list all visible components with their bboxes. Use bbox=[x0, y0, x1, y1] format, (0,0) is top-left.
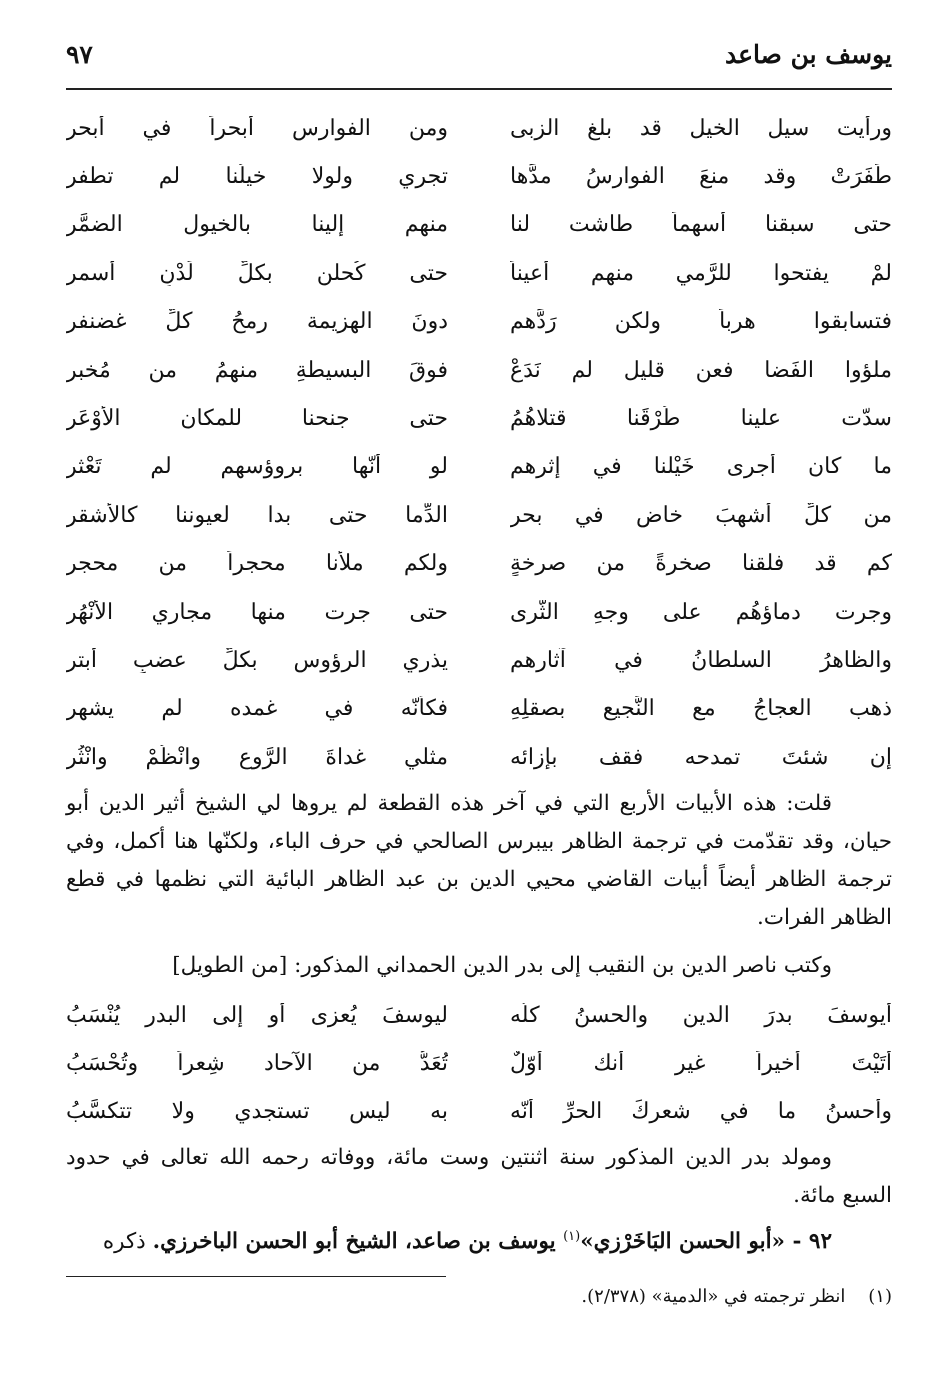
verse bbox=[66, 1039, 892, 1087]
footnote bbox=[581, 1286, 892, 1307]
header-title: يوسف بن صاعد bbox=[725, 40, 892, 69]
hemistich-left: فوقَ البسيطةِ منهمُ من مُخبر bbox=[66, 357, 448, 383]
hemistich-left: به ليس تستجدي ولا تتكسَّبُ bbox=[66, 1098, 448, 1124]
hemistich-right: وجرت دماؤهُم على وجهِ الثَّرى bbox=[510, 599, 892, 625]
hemistich-left: دونَ الهزيمة رمحُ كلِّ غضنفر bbox=[66, 309, 448, 335]
commentary bbox=[66, 785, 892, 985]
hemistich-right: ما كان أجرى خَيْلنا في إثرهم bbox=[510, 454, 892, 480]
entry-name: يوسف بن صاعد، الشيخ أبو الحسن الباخرزي. bbox=[152, 1229, 564, 1255]
verse bbox=[66, 588, 892, 636]
hemistich-right: أيوسفَ بدرَ الدين والحسنُ كلُّه bbox=[510, 1002, 892, 1028]
hemistich-left: فكأنّه في غمده لم يشهر bbox=[66, 696, 448, 722]
hemistich-right: من كلِّ أشهبَ خاض في بحر bbox=[510, 502, 892, 528]
hemistich-right: لمْ يفتحوا للرَّمي منهم أعيناً bbox=[510, 260, 892, 286]
poem-block-2 bbox=[66, 991, 892, 1135]
verse bbox=[66, 540, 892, 588]
footnote-text: انظر ترجمته في «الدمية» (٢/٣٧٨). bbox=[581, 1286, 846, 1307]
running-header bbox=[66, 40, 892, 90]
poem-intro: وكتب ناصر الدين بن النقيب إلى بدر الدين الحمداني المذكور: [من الطويل] bbox=[172, 953, 832, 979]
closing-text bbox=[66, 1139, 892, 1215]
verse bbox=[66, 152, 892, 200]
verse bbox=[66, 1087, 892, 1135]
verse bbox=[66, 991, 892, 1039]
entry-heading: ٩٢ - «أبو الحسن البَاخَرْزي» bbox=[580, 1229, 832, 1255]
hemistich-right: كم قد فلقنا صخرةً من صرخةٍ bbox=[510, 551, 892, 577]
verse bbox=[66, 394, 892, 442]
page-body bbox=[66, 40, 892, 1263]
hemistich-right: وأحسنُ ما في شعركَ الحرِّ أنّه bbox=[510, 1098, 892, 1124]
hemistich-left: الدِّما حتى بدا لعيوننا كالأشقر bbox=[66, 502, 448, 528]
verse bbox=[66, 104, 892, 152]
verse bbox=[66, 443, 892, 491]
hemistich-right: فتسابقوا هرباً ولكن رَدَّهم bbox=[510, 309, 892, 335]
hemistich-left: حتى جرت منها مجاري الأنْهُر bbox=[66, 599, 448, 625]
hemistich-left: ومن الفوارس أبحراً في أبحر bbox=[66, 115, 448, 141]
paragraph: ومولد بدر الدين المذكور سنة اثنتين وست مائة، ووفاته رحمه الله تعالى في حدود السبع مائة. bbox=[66, 1145, 892, 1209]
verse bbox=[66, 346, 892, 394]
verse bbox=[66, 733, 892, 781]
footnote-divider bbox=[66, 1276, 446, 1277]
footnote-reference[interactable]: (١) bbox=[563, 1229, 581, 1245]
hemistich-right: ذهب العجاجُ مع النَّجيع بصقلِهِ bbox=[510, 696, 892, 722]
hemistich-right: إن شئتَ تمدحه فقف بإزائه bbox=[510, 744, 892, 770]
hemistich-left: حتى جنحنا للمكان الأوْعَر bbox=[66, 406, 448, 432]
hemistich-right: طَفَرَتْ وقد منعَ الفوارسُ مدَّها bbox=[510, 164, 892, 190]
hemistich-left: لو أنّها بروؤسهم لم تَعْثر bbox=[66, 454, 448, 480]
verse bbox=[66, 201, 892, 249]
verse bbox=[66, 298, 892, 346]
hemistich-left: حتى كُحلن بكلِّ لَدْنٍ أسمرِ bbox=[66, 260, 448, 286]
hemistich-left: ليوسفَ يُعزى أو إلى البدرِ يُنْسَبُ bbox=[66, 1002, 448, 1028]
hemistich-left: تُعَدُّ من الآحاد شِعراً وتُحْسَبُ bbox=[66, 1050, 448, 1076]
verse bbox=[66, 491, 892, 539]
page-number: ٩٧ bbox=[66, 40, 93, 69]
hemistich-left: ولكم ملأنا محجراً من محجر bbox=[66, 551, 448, 577]
hemistich-right: سدّت علينا طُرْقَنا قتلاهُمُ bbox=[510, 406, 892, 432]
verse bbox=[66, 685, 892, 733]
poem-block bbox=[66, 104, 892, 781]
paragraph: قلت: هذه الأبيات الأربع التي في آخر هذه القطعة لم يروها لي الشيخ أثير الدين أبو حيان، وقد تقدّمت في ترجمة الظاهر بيبرس الصالحي في حرف الباء، ولكنّها هنا أكمل، وفي ترجمة الظاهر أيضاً أبيات القاضي محيي الدين بن عبد الظاهر البائية التي نظمها في قطع الظاهر الفرات. bbox=[66, 791, 892, 931]
hemistich-right: ملؤوا الفَضا فعن قليل لم نَدَعْ bbox=[510, 357, 892, 383]
hemistich-left: يذري الرؤوس بكلِّ عضبٍ أبتر bbox=[66, 647, 448, 673]
hemistich-right: حتى سبقنا أسهماً طاشت لنا bbox=[510, 212, 892, 238]
footnote-marker: (١) bbox=[868, 1286, 892, 1307]
hemistich-right: ورأيت سيل الخيل قد بلغ الزبى bbox=[510, 115, 892, 141]
hemistich-right: والظاهرُ السلطانُ في آثارهم bbox=[510, 647, 892, 673]
biography-entry bbox=[66, 1217, 892, 1262]
hemistich-right: أتَيْتَ أخيراً غير أنك أوّلٌ bbox=[510, 1050, 892, 1076]
hemistich-left: منهم إلينا بالخيول الضمَّر bbox=[66, 212, 448, 238]
hemistich-left: تجري ولولا خيلُنا لم تطفر bbox=[66, 164, 448, 190]
entry-text: ذكره bbox=[102, 1229, 153, 1255]
verse bbox=[66, 636, 892, 684]
verse bbox=[66, 249, 892, 297]
hemistich-left: مثلي غداةَ الرَّوعِ وانْظُمْ وانْثُر bbox=[66, 744, 448, 770]
